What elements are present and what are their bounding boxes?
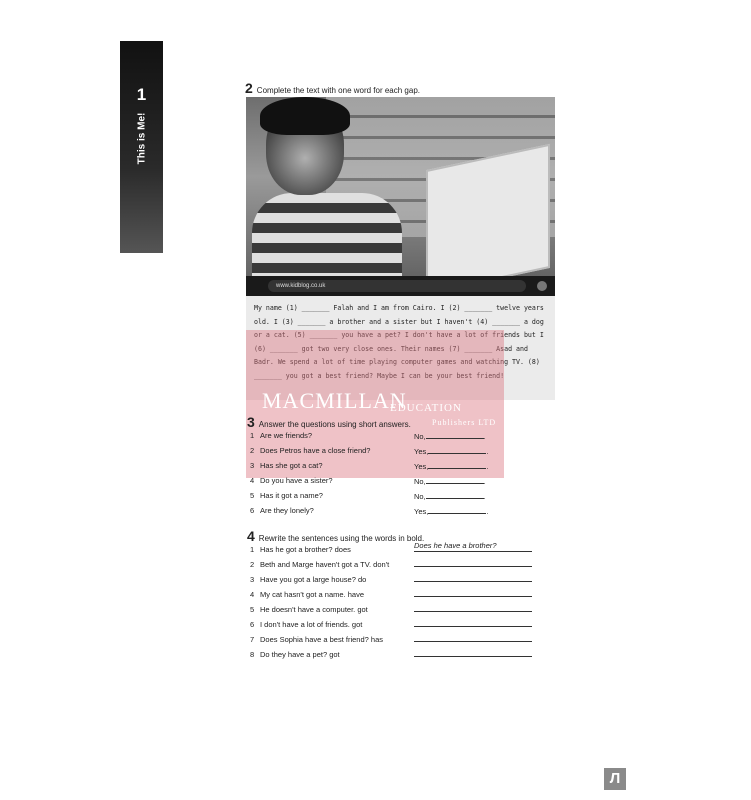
question-text: Have you got a large house? do	[260, 575, 367, 584]
browser-button-icon	[537, 281, 547, 291]
answer-field[interactable]: Yes, .	[414, 447, 489, 456]
question-text: Does Petros have a close friend?	[260, 446, 371, 455]
question-row: 2 Beth and Marge haven't got a TV. don't	[250, 560, 390, 569]
answer-line[interactable]	[414, 631, 532, 642]
exercise-number: 2	[245, 80, 253, 96]
photo-boy-laptop	[246, 97, 555, 296]
question-row: 6 Are they lonely?	[250, 506, 314, 515]
watermark-brand: MACMILLAN	[262, 388, 407, 413]
watermark-education: EDUCATION	[390, 402, 462, 414]
answer-line[interactable]	[414, 556, 532, 567]
unit-number: 1	[136, 85, 147, 104]
exercise-3-heading	[247, 414, 411, 430]
question-row: 5 Has it got a name?	[250, 491, 323, 500]
url-field: www.kidblog.co.uk	[268, 280, 526, 292]
browser-bar	[246, 276, 555, 296]
answer-field[interactable]: No, .	[414, 492, 486, 501]
answer-line[interactable]	[414, 586, 532, 597]
watermark-publishers: Publishers LTD	[432, 418, 497, 427]
answer-line[interactable]	[414, 646, 532, 657]
answer-line[interactable]: Does he have a brother?	[414, 541, 532, 552]
site-logo-icon: Л	[604, 768, 626, 790]
exercise-instruction: Answer the questions using short answers.	[258, 420, 411, 429]
answer-blank[interactable]	[426, 491, 484, 499]
exercise-number: 3	[247, 414, 255, 430]
question-row: 5 He doesn't have a computer. got	[250, 605, 368, 614]
question-row: 3 Has she got a cat?	[250, 461, 323, 470]
question-text: He doesn't have a computer. got	[260, 605, 368, 614]
answer-line[interactable]	[414, 601, 532, 612]
question-row: 6 I don't have a lot of friends. got	[250, 620, 363, 629]
laptop	[426, 144, 550, 294]
question-text: I don't have a lot of friends. got	[260, 620, 363, 629]
question-text: Do they have a pet? got	[260, 650, 340, 659]
exercise-2-heading	[245, 80, 420, 96]
unit-title: This is Me!	[136, 112, 148, 165]
answer-blank[interactable]	[428, 506, 486, 514]
question-text: Has he got a brother? does	[260, 545, 351, 554]
answer-field[interactable]: No, .	[414, 432, 486, 441]
blog-text: My name (1) _______ Falah and I am from Cairo. I (2) _______ twelve years old. I (3) _______ a brother and a sister but I haven't (4) _______ a dog or a cat. (5) _______ you have a pet? I don't have a lot of friends but I (6) _______ got two very close ones. Their names (7) _______ Asad and Badr. We spend a lot of time playing computer games and watching TV. (8) _______ you got a best friend? Maybe I can be your best friend!	[254, 304, 544, 380]
answer-blank[interactable]	[426, 476, 484, 484]
question-text: Does Sophia have a best friend? has	[260, 635, 383, 644]
question-row: 3 Have you got a large house? do	[250, 575, 367, 584]
question-row: 2 Does Petros have a close friend?	[250, 446, 371, 455]
question-text: Has she got a cat?	[260, 461, 323, 470]
exercise-instruction: Rewrite the sentences using the words in bold.	[258, 534, 425, 543]
question-text: Has it got a name?	[260, 491, 323, 500]
question-text: My cat hasn't got a name. have	[260, 590, 364, 599]
question-text: Are we friends?	[260, 431, 313, 440]
question-text: Beth and Marge haven't got a TV. don't	[260, 560, 390, 569]
answer-field[interactable]: No, .	[414, 477, 486, 486]
question-row: 1 Has he got a brother? does	[250, 545, 351, 554]
answer-blank[interactable]	[426, 431, 484, 439]
exercise-4-heading	[247, 528, 424, 544]
answer-field[interactable]: Yes, .	[414, 462, 489, 471]
unit-tab	[120, 41, 163, 253]
question-row: 4 My cat hasn't got a name. have	[250, 590, 364, 599]
exercise-number: 4	[247, 528, 255, 544]
answer-line[interactable]	[414, 616, 532, 627]
question-text: Do you have a sister?	[260, 476, 333, 485]
boy-hair	[260, 97, 350, 135]
question-row: 1 Are we friends?	[250, 431, 313, 440]
exercise-instruction: Complete the text with one word for each gap.	[256, 86, 420, 95]
question-row: 4 Do you have a sister?	[250, 476, 333, 485]
answer-line[interactable]	[414, 571, 532, 582]
answer-field[interactable]: Yes, .	[414, 507, 489, 516]
question-text: Are they lonely?	[260, 506, 314, 515]
question-row: 7 Does Sophia have a best friend? has	[250, 635, 383, 644]
answer-blank[interactable]	[428, 446, 486, 454]
question-row: 8 Do they have a pet? got	[250, 650, 340, 659]
answer-blank[interactable]	[428, 461, 486, 469]
